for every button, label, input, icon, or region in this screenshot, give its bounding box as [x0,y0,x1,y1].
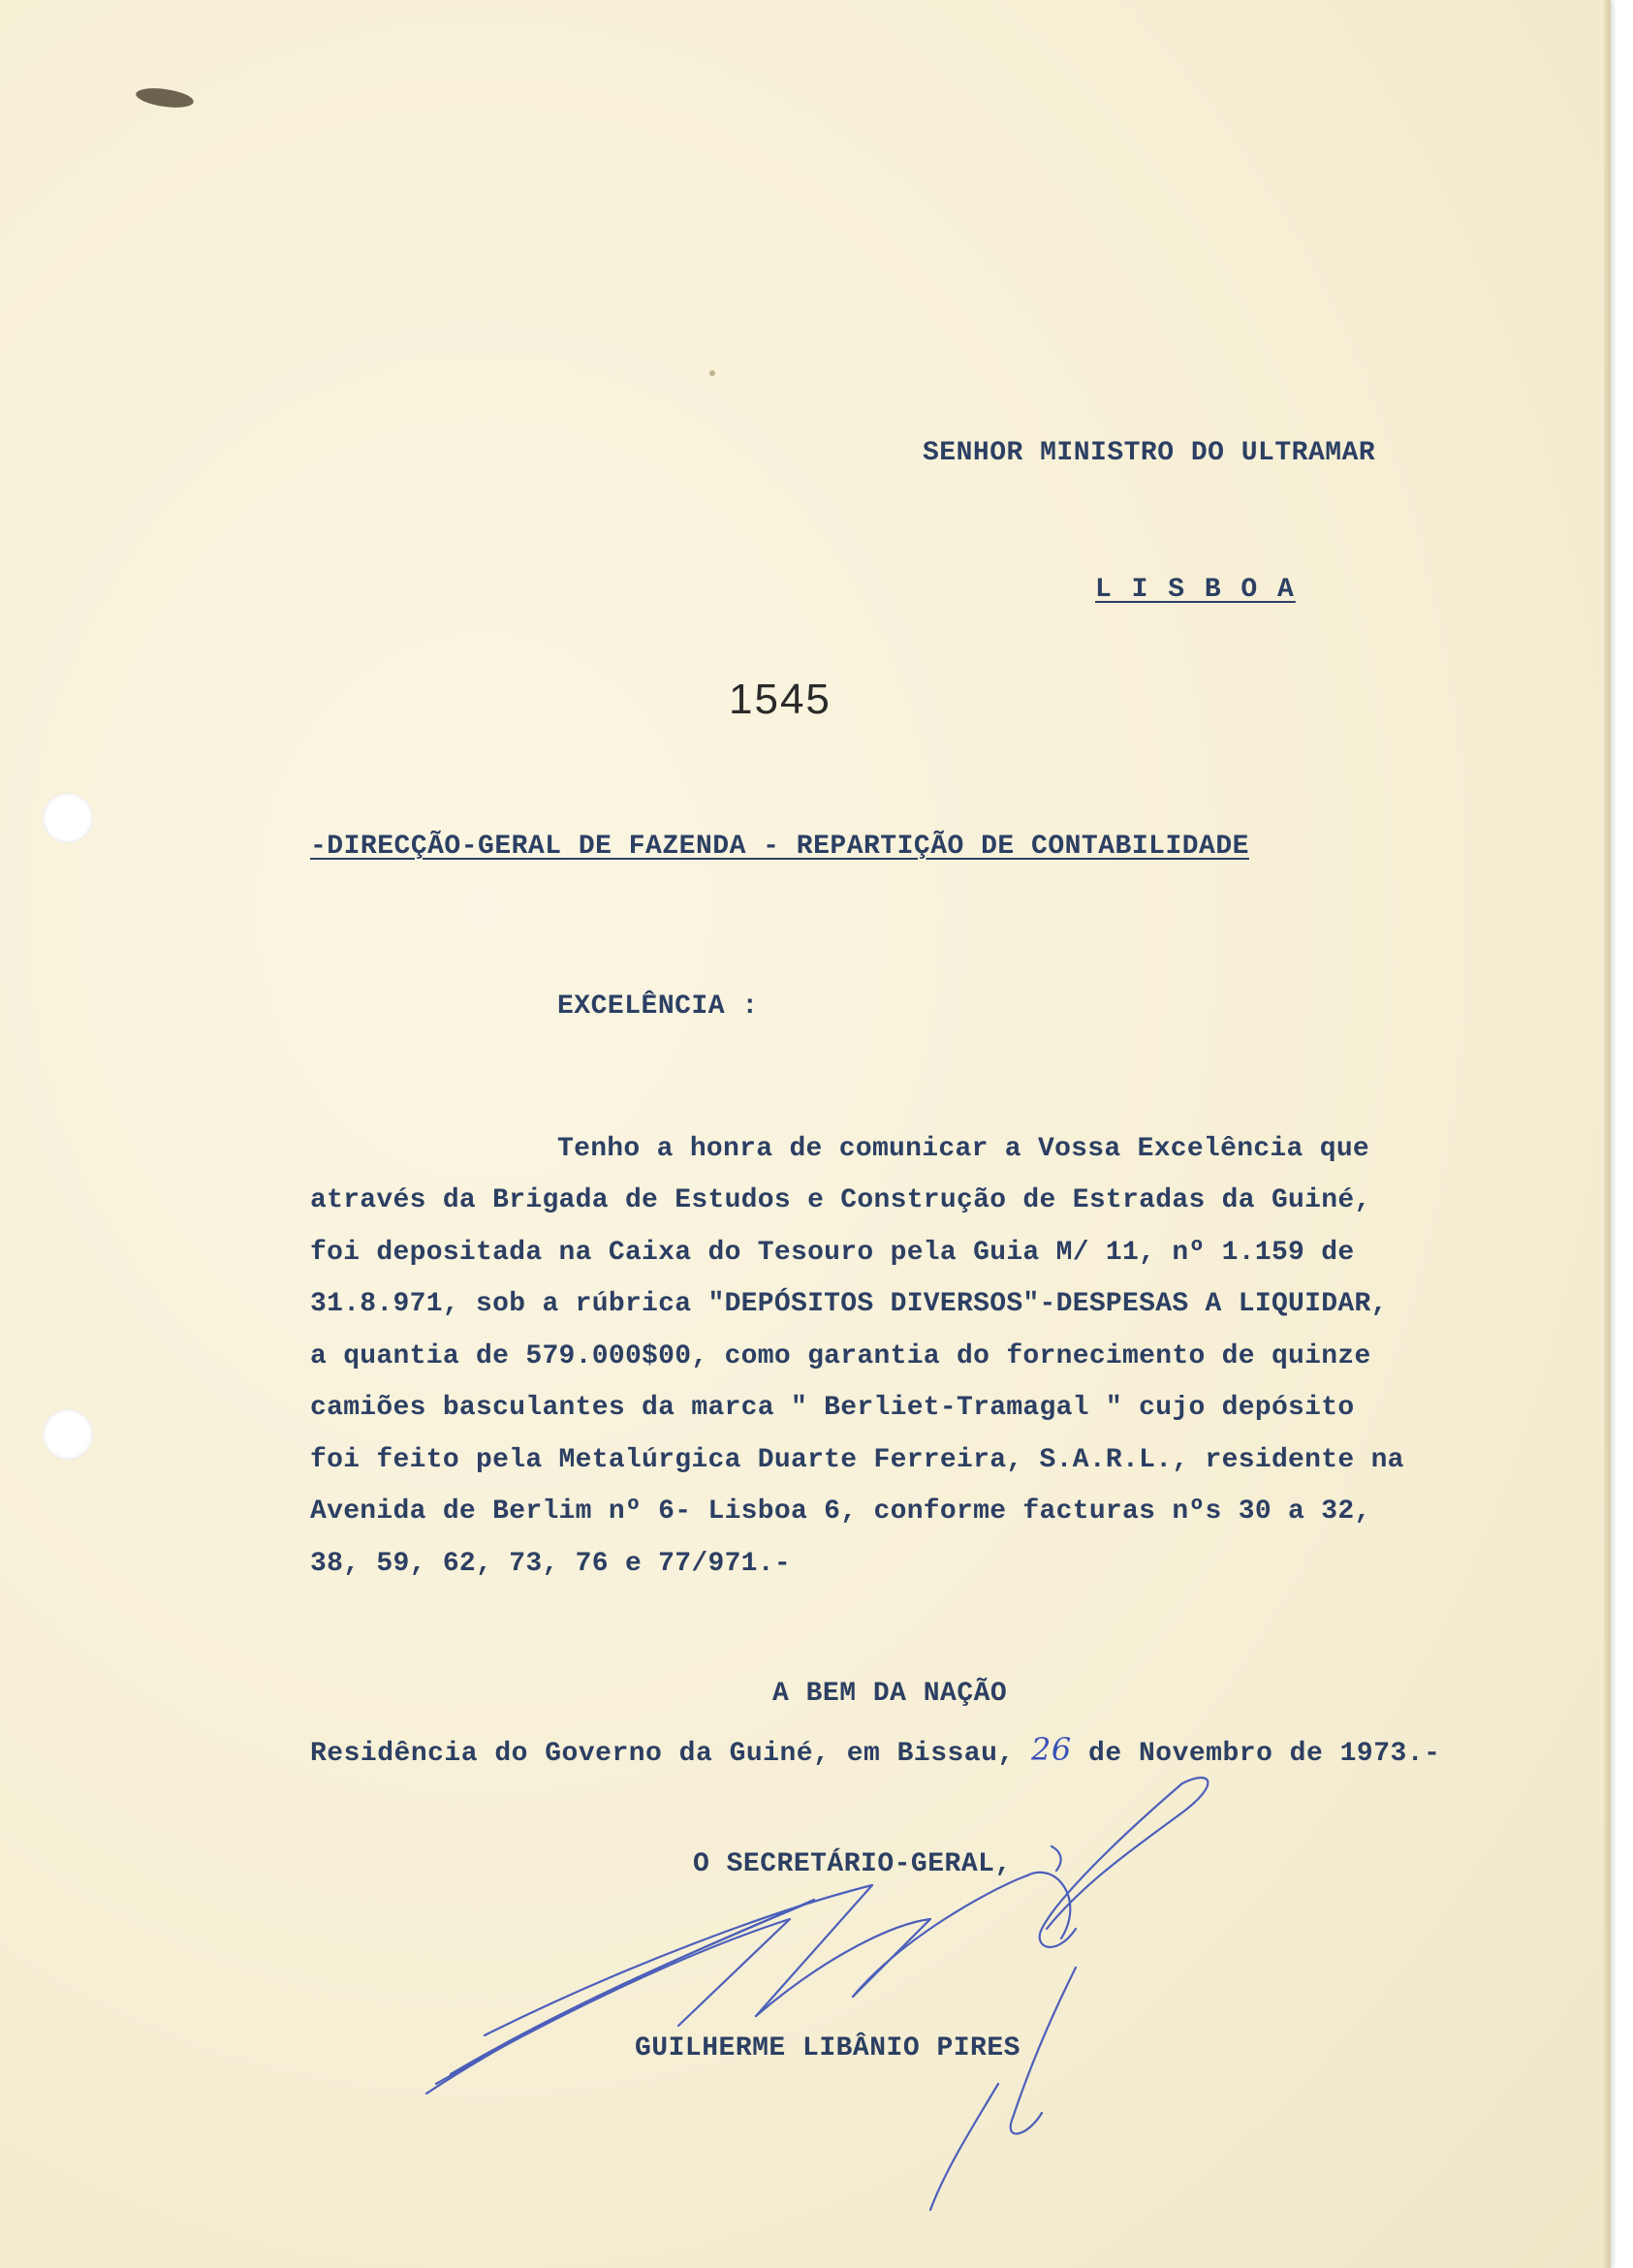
signatory-name: GUILHERME LIBÂNIO PIRES [635,2033,1021,2063]
place-prefix: Residência do Governo da Guiné, em Bissau, [310,1739,1032,1769]
body-line: camiões basculantes da marca " Berliet-Tramagal " cujo depósito [310,1393,1355,1423]
closing-motto: A BEM DA NAÇÃO [772,1679,1008,1709]
body-line: Tenho a honra de comunicar a Vossa Excelência que [557,1134,1370,1164]
handwritten-day: 26 [1031,1731,1072,1768]
body-line: a quantia de 579.000$00, como garantia do fornecimento de quinze [310,1341,1371,1371]
place-suffix: de Novembro de 1973.- [1071,1739,1441,1769]
department-heading: -DIRECÇÃO-GERAL DE FAZENDA - REPARTIÇÃO DE CONTABILIDADE [310,832,1249,862]
body-line: foi feito pela Metalúrgica Duarte Ferreira, S.A.R.L., residente na [310,1445,1404,1475]
signatory-title: O SECRETÁRIO-GERAL, [693,1849,1012,1879]
body-line: através da Brigada de Estudos e Construção de Estradas da Guiné, [310,1185,1371,1215]
body-line: Avenida de Berlim nº 6- Lisboa 6, conforme facturas nºs 30 a 32, [310,1496,1371,1527]
salutation: EXCELÊNCIA : [557,992,759,1022]
city: L I S B O A [1095,575,1296,605]
addressee: SENHOR MINISTRO DO ULTRAMAR [923,438,1376,468]
body-line: 38, 59, 62, 73, 76 e 77/971.- [310,1549,791,1579]
body-line: foi depositada na Caixa do Tesouro pela Guia M/ 11, nº 1.159 de [310,1238,1355,1268]
body-line: 31.8.971, sob a rúbrica "DEPÓSITOS DIVERSOS"-DESPESAS A LIQUIDAR, [310,1289,1388,1319]
reference-number: 1545 [729,676,832,723]
